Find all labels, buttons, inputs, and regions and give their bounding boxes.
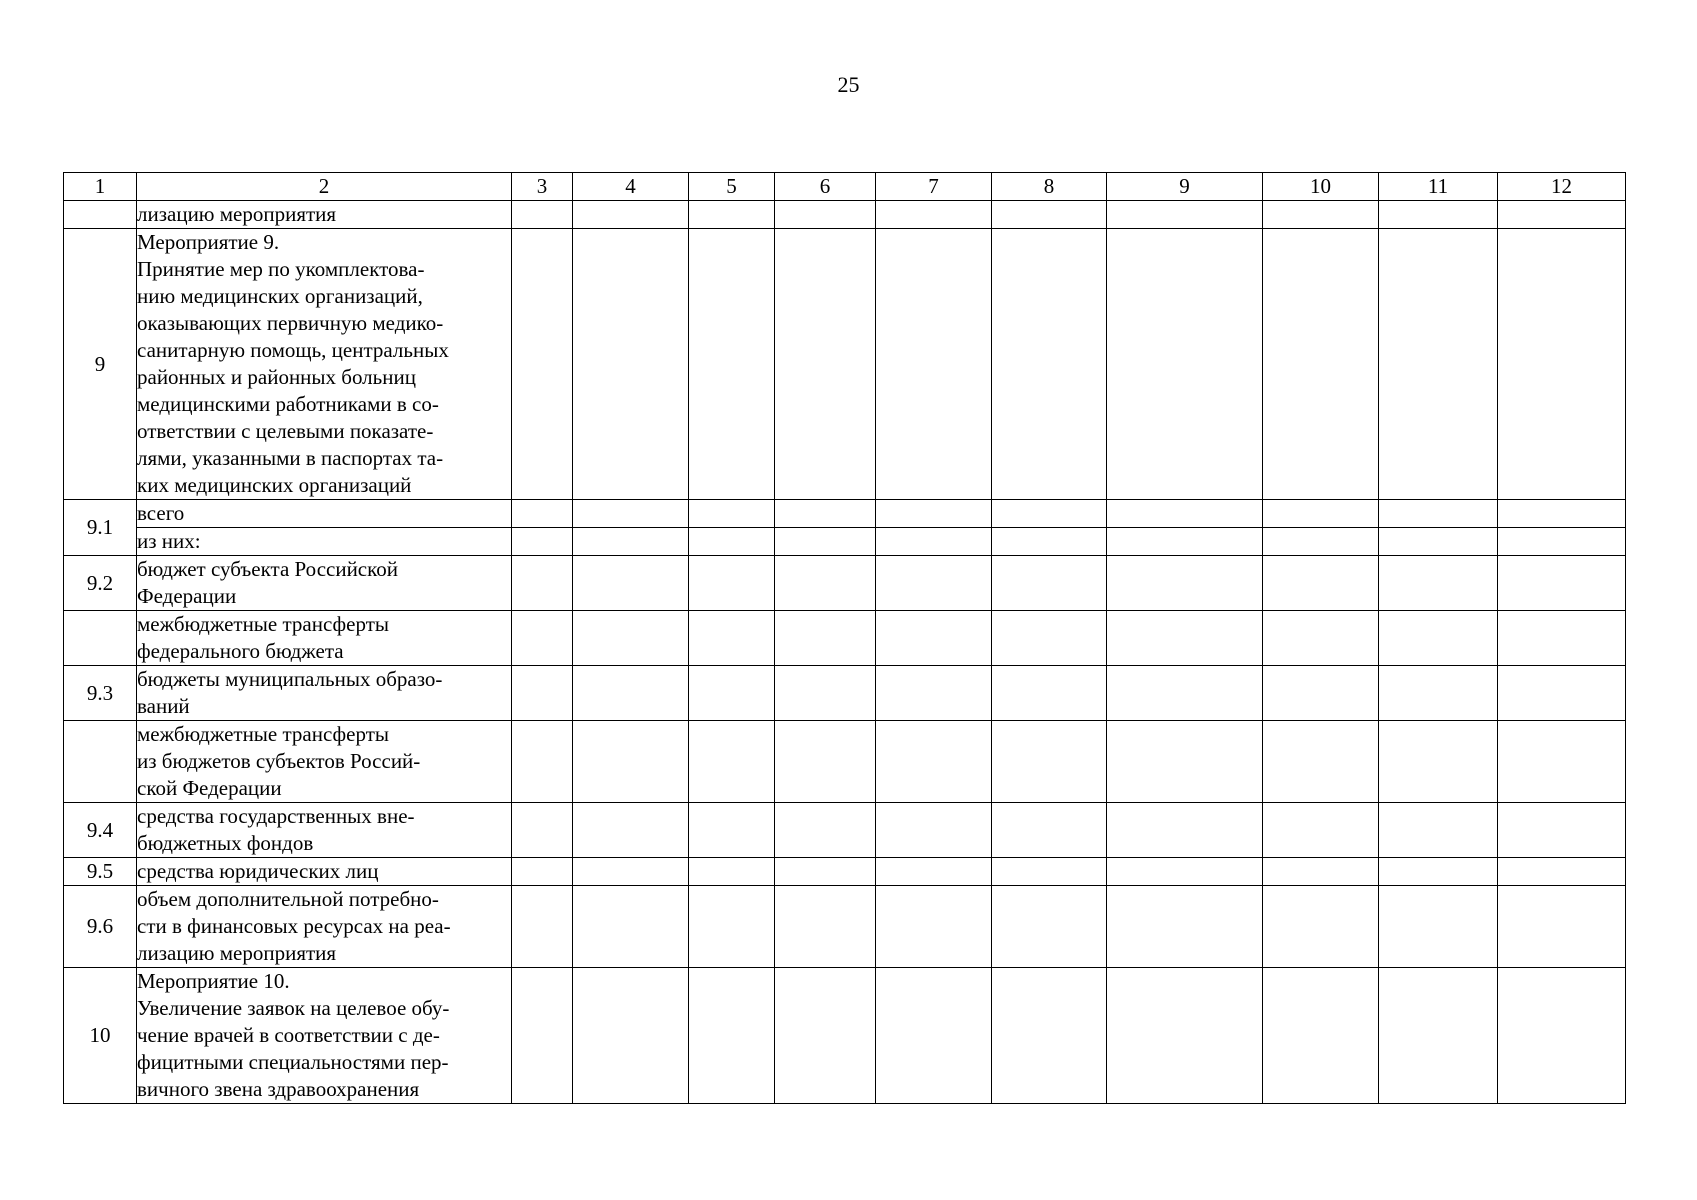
description-line: Федерации bbox=[137, 584, 237, 608]
description-line: вичного звена здравоохранения bbox=[137, 1077, 420, 1101]
value-cell bbox=[1263, 500, 1379, 528]
value-cell bbox=[775, 229, 876, 500]
value-cell bbox=[1263, 858, 1379, 886]
description-line: ответствии с целевыми показате- bbox=[137, 419, 434, 443]
value-cell bbox=[992, 721, 1107, 803]
value-cell bbox=[573, 886, 689, 968]
value-cell bbox=[1263, 201, 1379, 229]
value-cell bbox=[775, 528, 876, 556]
description-line: лями, указанными в паспортах та- bbox=[137, 446, 444, 470]
value-cell bbox=[1379, 858, 1498, 886]
value-cell bbox=[1498, 201, 1626, 229]
value-cell bbox=[1263, 886, 1379, 968]
row-description-cell bbox=[137, 611, 512, 666]
table-row bbox=[64, 500, 1626, 528]
row-description-cell bbox=[137, 968, 512, 1104]
value-cell bbox=[1263, 803, 1379, 858]
value-cell bbox=[1498, 858, 1626, 886]
value-cell bbox=[1498, 886, 1626, 968]
value-cell bbox=[775, 886, 876, 968]
description-line: лизацию мероприятия bbox=[137, 941, 337, 965]
value-cell bbox=[512, 858, 573, 886]
value-cell bbox=[1379, 556, 1498, 611]
value-cell bbox=[1498, 500, 1626, 528]
description-line: бюджеты муниципальных образо- bbox=[137, 667, 443, 691]
description-line: бюджет субъекта Российской bbox=[137, 557, 399, 581]
description-line: фицитными специальностями пер- bbox=[137, 1050, 449, 1074]
value-cell bbox=[1498, 721, 1626, 803]
value-cell bbox=[573, 528, 689, 556]
header-cell: 4 bbox=[573, 173, 689, 201]
value-cell bbox=[876, 721, 992, 803]
value-cell bbox=[876, 886, 992, 968]
header-cell: 8 bbox=[992, 173, 1107, 201]
value-cell bbox=[1263, 229, 1379, 500]
row-description-cell bbox=[137, 201, 512, 229]
description-line: средства государственных вне- bbox=[137, 804, 415, 828]
table-row bbox=[64, 858, 1626, 886]
value-cell bbox=[1263, 666, 1379, 721]
header-cell: 3 bbox=[512, 173, 573, 201]
value-cell bbox=[876, 611, 992, 666]
table-row bbox=[64, 886, 1626, 968]
table-row bbox=[64, 611, 1626, 666]
value-cell bbox=[1498, 611, 1626, 666]
description-line: из них: bbox=[137, 529, 201, 553]
value-cell bbox=[876, 666, 992, 721]
value-cell bbox=[512, 500, 573, 528]
description-line: сти в финансовых ресурсах на реа- bbox=[137, 914, 451, 938]
value-cell bbox=[573, 611, 689, 666]
row-number-cell bbox=[64, 201, 137, 229]
value-cell bbox=[775, 500, 876, 528]
value-cell bbox=[689, 721, 775, 803]
row-number-cell: 9.3 bbox=[64, 666, 137, 721]
table-row bbox=[64, 556, 1626, 611]
value-cell bbox=[992, 858, 1107, 886]
header-row bbox=[64, 173, 1626, 201]
table-row bbox=[64, 721, 1626, 803]
value-cell bbox=[573, 201, 689, 229]
value-cell bbox=[512, 229, 573, 500]
row-description-cell bbox=[137, 500, 512, 528]
value-cell bbox=[573, 229, 689, 500]
value-cell bbox=[1379, 803, 1498, 858]
description-line: Мероприятие 9. bbox=[137, 230, 280, 254]
value-cell bbox=[992, 666, 1107, 721]
page-number: 25 bbox=[837, 72, 860, 97]
value-cell bbox=[992, 968, 1107, 1104]
description-line: ких медицинских организаций bbox=[137, 473, 412, 497]
description-line: оказывающих первичную медико- bbox=[137, 311, 444, 335]
table-row bbox=[64, 803, 1626, 858]
value-cell bbox=[512, 803, 573, 858]
row-number-cell: 9.2 bbox=[64, 556, 137, 611]
description-line: лизацию мероприятия bbox=[137, 202, 337, 226]
value-cell bbox=[992, 886, 1107, 968]
value-cell bbox=[512, 201, 573, 229]
value-cell bbox=[512, 666, 573, 721]
row-description-cell bbox=[137, 556, 512, 611]
row-number-cell bbox=[64, 611, 137, 666]
value-cell bbox=[876, 803, 992, 858]
value-cell bbox=[512, 968, 573, 1104]
value-cell bbox=[1263, 528, 1379, 556]
value-cell bbox=[1379, 721, 1498, 803]
value-cell bbox=[1379, 528, 1498, 556]
row-description-cell bbox=[137, 666, 512, 721]
value-cell bbox=[1379, 229, 1498, 500]
value-cell bbox=[573, 968, 689, 1104]
header-cell: 2 bbox=[137, 173, 512, 201]
value-cell bbox=[775, 611, 876, 666]
value-cell bbox=[1379, 500, 1498, 528]
header-cell: 7 bbox=[876, 173, 992, 201]
value-cell bbox=[573, 666, 689, 721]
value-cell bbox=[992, 611, 1107, 666]
value-cell bbox=[1107, 803, 1263, 858]
value-cell bbox=[876, 229, 992, 500]
value-cell bbox=[1107, 721, 1263, 803]
row-number-cell: 9.6 bbox=[64, 886, 137, 968]
value-cell bbox=[876, 556, 992, 611]
description-line: ваний bbox=[137, 694, 190, 718]
value-cell bbox=[689, 858, 775, 886]
description-line: санитарную помощь, центральных bbox=[137, 338, 449, 362]
value-cell bbox=[1107, 229, 1263, 500]
value-cell bbox=[512, 556, 573, 611]
value-cell bbox=[689, 556, 775, 611]
value-cell bbox=[876, 201, 992, 229]
value-cell bbox=[689, 229, 775, 500]
value-cell bbox=[1498, 803, 1626, 858]
description-line: межбюджетные трансферты bbox=[137, 612, 389, 636]
row-number-cell bbox=[64, 721, 137, 803]
value-cell bbox=[573, 721, 689, 803]
value-cell bbox=[1379, 611, 1498, 666]
value-cell bbox=[876, 968, 992, 1104]
value-cell bbox=[689, 201, 775, 229]
table-row bbox=[64, 968, 1626, 1104]
data-table bbox=[63, 172, 1626, 1104]
description-line: ской Федерации bbox=[137, 776, 282, 800]
value-cell bbox=[689, 500, 775, 528]
value-cell bbox=[1107, 858, 1263, 886]
value-cell bbox=[1107, 500, 1263, 528]
row-number-cell: 10 bbox=[64, 968, 137, 1104]
row-description-cell bbox=[137, 229, 512, 500]
value-cell bbox=[573, 556, 689, 611]
row-number-cell: 9.4 bbox=[64, 803, 137, 858]
table-body bbox=[64, 173, 1626, 1104]
value-cell bbox=[775, 968, 876, 1104]
header-cell: 11 bbox=[1379, 173, 1498, 201]
value-cell bbox=[689, 528, 775, 556]
header-cell: 5 bbox=[689, 173, 775, 201]
value-cell bbox=[1379, 968, 1498, 1104]
value-cell bbox=[689, 886, 775, 968]
value-cell bbox=[573, 500, 689, 528]
description-line: всего bbox=[137, 501, 185, 525]
description-line: средства юридических лиц bbox=[137, 859, 379, 883]
table-row bbox=[64, 666, 1626, 721]
row-description-cell bbox=[137, 721, 512, 803]
table-row bbox=[64, 229, 1626, 500]
row-number-cell: 9 bbox=[64, 229, 137, 500]
value-cell bbox=[992, 229, 1107, 500]
value-cell bbox=[775, 556, 876, 611]
value-cell bbox=[512, 528, 573, 556]
value-cell bbox=[1379, 666, 1498, 721]
value-cell bbox=[775, 858, 876, 886]
header-cell: 6 bbox=[775, 173, 876, 201]
description-line: чение врачей в соответствии с де- bbox=[137, 1023, 440, 1047]
description-line: районных и районных больниц bbox=[137, 365, 416, 389]
value-cell bbox=[992, 556, 1107, 611]
value-cell bbox=[876, 500, 992, 528]
value-cell bbox=[1498, 666, 1626, 721]
table-row bbox=[64, 528, 1626, 556]
value-cell bbox=[573, 858, 689, 886]
header-cell: 12 bbox=[1498, 173, 1626, 201]
value-cell bbox=[1379, 201, 1498, 229]
value-cell bbox=[992, 500, 1107, 528]
value-cell bbox=[876, 528, 992, 556]
description-line: из бюджетов субъектов Россий- bbox=[137, 749, 421, 773]
value-cell bbox=[1498, 556, 1626, 611]
description-line: бюджетных фондов bbox=[137, 831, 314, 855]
header-cell: 1 bbox=[64, 173, 137, 201]
value-cell bbox=[1498, 528, 1626, 556]
row-number-cell: 9.5 bbox=[64, 858, 137, 886]
description-line: федерального бюджета bbox=[137, 639, 344, 663]
value-cell bbox=[775, 803, 876, 858]
description-line: Принятие мер по укомплектова- bbox=[137, 257, 425, 281]
value-cell bbox=[775, 721, 876, 803]
value-cell bbox=[992, 528, 1107, 556]
value-cell bbox=[1107, 886, 1263, 968]
value-cell bbox=[1107, 666, 1263, 721]
value-cell bbox=[1498, 229, 1626, 500]
description-line: медицинскими работниками в со- bbox=[137, 392, 439, 416]
value-cell bbox=[512, 721, 573, 803]
header-cell: 9 bbox=[1107, 173, 1263, 201]
value-cell bbox=[992, 803, 1107, 858]
row-description-cell bbox=[137, 858, 512, 886]
description-line: объем дополнительной потребно- bbox=[137, 887, 439, 911]
value-cell bbox=[689, 803, 775, 858]
value-cell bbox=[689, 611, 775, 666]
value-cell bbox=[689, 968, 775, 1104]
header-cell: 10 bbox=[1263, 173, 1379, 201]
value-cell bbox=[876, 858, 992, 886]
row-description-cell bbox=[137, 886, 512, 968]
table-row bbox=[64, 201, 1626, 229]
value-cell bbox=[1498, 968, 1626, 1104]
value-cell bbox=[1379, 886, 1498, 968]
value-cell bbox=[512, 886, 573, 968]
value-cell bbox=[1263, 611, 1379, 666]
value-cell bbox=[1263, 556, 1379, 611]
value-cell bbox=[1107, 611, 1263, 666]
value-cell bbox=[1107, 528, 1263, 556]
description-line: Мероприятие 10. bbox=[137, 969, 290, 993]
description-line: межбюджетные трансферты bbox=[137, 722, 389, 746]
row-description-cell bbox=[137, 803, 512, 858]
value-cell bbox=[1107, 201, 1263, 229]
value-cell bbox=[1107, 556, 1263, 611]
value-cell bbox=[775, 201, 876, 229]
value-cell bbox=[573, 803, 689, 858]
value-cell bbox=[992, 201, 1107, 229]
value-cell bbox=[775, 666, 876, 721]
row-description-cell bbox=[137, 528, 512, 556]
value-cell bbox=[1263, 968, 1379, 1104]
value-cell bbox=[689, 666, 775, 721]
value-cell bbox=[1107, 968, 1263, 1104]
value-cell bbox=[512, 611, 573, 666]
row-number-cell: 9.1 bbox=[64, 500, 137, 556]
description-line: нию медицинских организаций, bbox=[137, 284, 423, 308]
value-cell bbox=[1263, 721, 1379, 803]
description-line: Увеличение заявок на целевое обу- bbox=[137, 996, 450, 1020]
